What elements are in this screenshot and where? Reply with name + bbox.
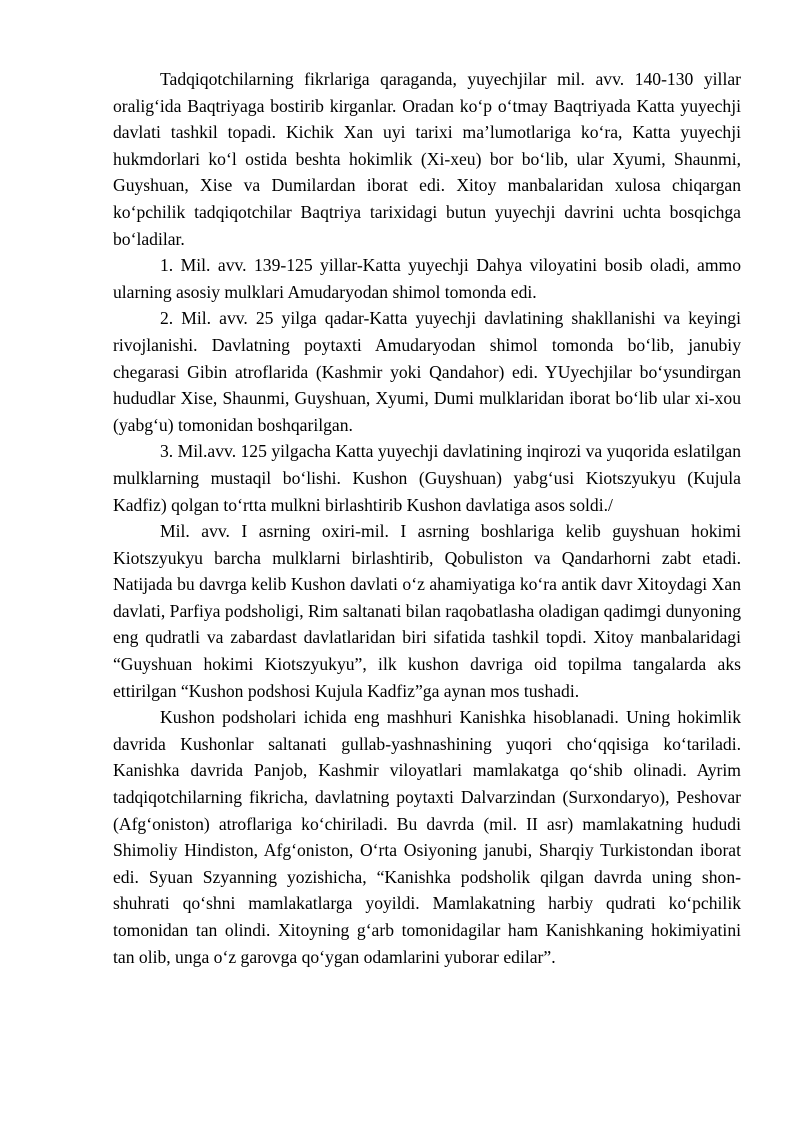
- paragraph-kanishka: Kushon podsholari ichida eng mashhuri Kanishka hisoblanadi. Uning hokimlik davrida Kushonlar saltanati gullab-yashnashining yuqori cho‘qqisiga ko‘tariladi. Kanishka davrida Panjob, Kashmir viloyatlari mamlakatga qo‘shib olinadi. Ayrim tadqiqotchilarning fikricha, davlatning poytaxti Dalvarzindan (Surxondaryo), Peshovar (Afg‘oniston) atroflariga ko‘chiriladi. Bu davrda (mil. II asr) mamlakatning hududi Shimoliy Hindiston, Afg‘oniston, O‘rta Osiyoning janubi, Sharqiy Turkistondan iborat edi. Syuan Szyanning yozishicha, “Kanishka podsholik qilgan davrda uning shon-shuhrati qo‘shni mamlakatlarga yoyildi. Mamlakatning harbiy qudrati ko‘pchilik tomonidan tan olindi. Xitoyning g‘arb tomonidagilar ham Kanishkaning hokimiyatini tan olib, unga o‘z garovga qo‘ygan odamlarini yuborar edilar”.: [113, 707, 741, 967]
- document-body: [113, 66, 741, 970]
- paragraph-kiotszyukyu: Mil. avv. I asrning oxiri-mil. I asrning boshlariga kelib guyshuan hokimi Kiotszyukyu barcha mulklarni birlashtirib, Qobuliston va Qandarhorni zabt etadi. Natijada bu davrga kelib Kushon davlati o‘z ahamiyatiga ko‘ra antik davr Xitoydagi Xan davlati, Parfiya podsholigi, Rim saltanati bilan raqobatlasha oladigan qadimgi dunyoning eng qudratli va zabardast davlatlaridan biri sifatida tashkil topdi. Xitoy manbalaridagi “Guyshuan hokimi Kiotszyukyu”, ilk kushon davriga oid topilma tangalarda aks ettirilgan “Kushon podshosi Kujula Kadfiz”ga aynan mos tushadi.: [113, 521, 741, 701]
- paragraph-stage-1: 1. Mil. avv. 139-125 yillar-Katta yuyechji Dahya viloyatini bosib oladi, ammo ularning asosiy mulklari Amudaryodan shimol tomonda edi.: [113, 255, 741, 302]
- paragraph-stage-3: 3. Mil.avv. 125 yilgacha Katta yuyechji davlatining inqirozi va yuqorida eslatilgan mulklarning mustaqil bo‘lishi. Kushon (Guyshuan) yabg‘usi Kiotszyukyu (Kujula Kadfiz) qolgan to‘rtta mulkni birlashtirib Kushon davlatiga asos soldi./: [113, 441, 741, 515]
- paragraph-stage-2: 2. Mil. avv. 25 yilga qadar-Katta yuyechji davlatining shakllanishi va keyingi rivojlanishi. Davlatning poytaxti Amudaryodan shimol tomonda bo‘lib, janubiy chegarasi Gibin atroflarida (Kashmir yoki Qandahor) edi. YUyechjilar bo‘ysundirgan hududlar Xise, Shaunmi, Guyshuan, Xyumi, Dumi mulklaridan iborat bo‘lib ular xi-xou (yabg‘u) tomonidan boshqarilgan.: [113, 308, 741, 435]
- paragraph-intro: Tadqiqotchilarning fikrlariga qaraganda, yuyechjilar mil. avv. 140-130 yillar oralig‘ida Baqtriyaga bostirib kirganlar. Oradan ko‘p o‘tmay Baqtriyada Katta yuyechji davlati tashkil topadi. Kichik Xan uyi tarixi ma’lumotlariga ko‘ra, Katta yuyechji hukmdorlari ko‘l ostida beshta hokimlik (Xi-xeu) bor bo‘lib, ular Xyumi, Shaunmi, Guyshuan, Xise va Dumilardan iborat edi. Xitoy manbalaridan xulosa chiqargan ko‘pchilik tadqiqotchilar Baqtriya tarixidagi butun yuyechji davrini uchta bosqichga bo‘ladilar.: [113, 69, 741, 249]
